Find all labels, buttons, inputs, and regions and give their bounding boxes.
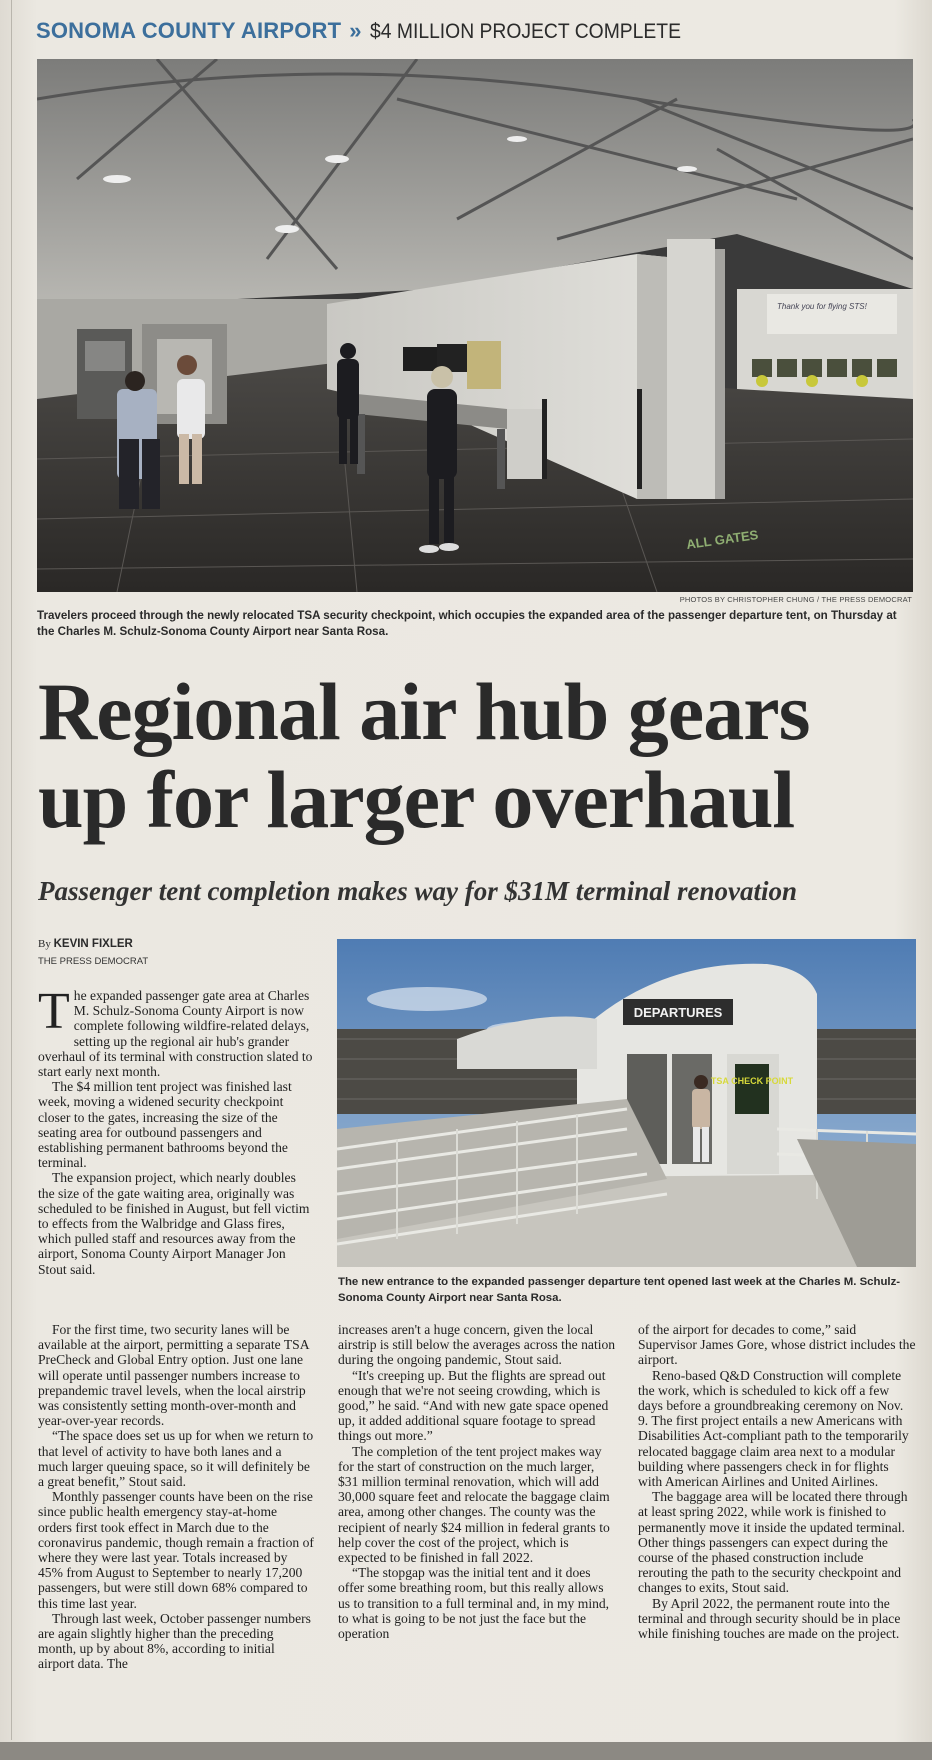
- article-paragraph: of the airport for decades to come,” said Supervisor James Gore, whose district includes the airport.: [638, 1322, 916, 1368]
- section-name: SONOMA COUNTY AIRPORT: [36, 18, 342, 43]
- byline-prefix: By: [38, 938, 51, 950]
- subheadline: Passenger tent completion makes way for $31M terminal renovation: [38, 876, 798, 906]
- byline-author: KEVIN FIXLER: [53, 938, 133, 950]
- byline-organization: THE PRESS DEMOCRAT: [38, 956, 149, 967]
- section-topic: $4 MILLION PROJECT COMPLETE: [369, 20, 681, 43]
- photo-credit: PHOTOS BY CHRISTOPHER CHUNG / THE PRESS DEMOCRAT: [679, 595, 912, 604]
- drop-cap: T: [38, 983, 70, 1040]
- article-paragraph: The expansion project, which nearly doubles the size of the gate waiting area, originally was scheduled to be finished in August, but fell victim to effects from the Walbridge and Glass fires, which pulled staff and resources away from the airport, Sonoma County Airport Manager Jon Stout said.: [38, 1170, 310, 1277]
- article-paragraph: Reno-based Q&D Construction will complete the work, which is scheduled to kick off a few days before a groundbreaking ceremony on Nov. 9. The first project entails a new Americans with Disabilities Act-compliant path to the temporarily relocated baggage claim area next to a modular building where passengers check in for flights with American Airlines and United Airlines.: [638, 1367, 909, 1490]
- article-paragraph: The completion of the tent project makes way for the start of construction on the much larger, $31 million terminal renovation, which will add 30,000 square feet and relocate the baggage claim area, among other changes. The county was the recipient of nearly $24 million in federal grants to help cover the cost of the project, which is expected to be finished in fall 2022.: [338, 1443, 610, 1566]
- page-fold-rule: [11, 0, 12, 1740]
- article-paragraph: By April 2022, the permanent route into the terminal and through security should be in place while finishing touches are made on the project.: [638, 1595, 901, 1642]
- article-paragraph: The baggage area will be located there through at least spring 2022, while work is finished to permanently move it inside the updated terminal. Other things passengers can expect during the course of the phased construction include rerouting the path to the security checkpoint and changes to exits, Stout said.: [638, 1489, 908, 1596]
- headline: Regional air hub gears up for larger overhaul: [38, 666, 810, 845]
- page-bottom-edge: [0, 1742, 932, 1760]
- byline: [38, 938, 133, 950]
- floor-sign-text: ALL GATES: [685, 527, 760, 552]
- article-paragraph: For the first time, two security lanes will be available at the airport, permitting a separate TSA PreCheck and Global Entry option. Just one lane will operate until passenger numbers increase to prepandemic travel levels, when the local airstrip was consistently setting month-over-month and year-over-year records.: [38, 1322, 309, 1429]
- main-photo-caption: Travelers proceed through the newly relocated TSA security checkpoint, which occupies the expanded area of the passenger departure tent, on Thursday at the Charles M. Schulz-Sonoma County Airport near Santa Rosa.: [37, 609, 897, 638]
- departures-sign-text: DEPARTURES: [633, 1005, 723, 1020]
- article-paragraph: “The stopgap was the initial tent and it does offer some breathing room, but this really allows us to transition to a full terminal and, in my mind, to what is going to be not just the face but the operation: [338, 1565, 610, 1642]
- article-column-2: [338, 1322, 616, 1641]
- section-separator: »: [349, 18, 362, 43]
- article-column-1: [38, 983, 314, 1277]
- article-paragraph: increases aren't a huge concern, given the local airstrip is still below the averages across the nation during the ongoing pandemic, Stout said.: [338, 1322, 616, 1368]
- article-paragraph: Through last week, October passenger numbers are again slightly higher than the preceding month, up by about 8%, according to initial airport data. The: [38, 1610, 311, 1672]
- article-paragraph: Monthly passenger counts have been on the rise since public health emergency stay-at-home orders first took effect in March due to the coronavirus pandemic, though remain a fraction of where they were last year. Totals increased by 45% from August to September to nearly 17,200 passengers, but were still down 68% compared to this time last year.: [38, 1489, 314, 1611]
- tsa-checkpoint-photo: [37, 59, 913, 592]
- welcome-sign-text: Thank you for flying STS!: [777, 302, 867, 311]
- tsa-sign-text: TSA CHECK POINT: [710, 1076, 794, 1086]
- article-paragraph: “It's creeping up. But the flights are spread out enough that we're not seeing crowding, which is good,” he said. “And with new gate space opened up, it added additional square footage to spread things out more.”: [338, 1367, 609, 1444]
- main-photo: [37, 59, 913, 592]
- article-paragraph: “The space does set us up for when we return to that level of activity to have both lanes and a much larger queuing space, so it will definitely be a great benefit,” Stout said.: [38, 1428, 314, 1490]
- article-paragraph: The expanded passenger gate area at Charles M. Schulz-Sonoma County Airport is now complete following wildfire-related delays, setting up the regional air hub's grander overhaul of its terminal with construction slated to start early next month.: [38, 983, 313, 1080]
- second-photo-caption: The new entrance to the expanded passenger departure tent opened last week at the Charles M. Schulz-Sonoma County Airport near Santa Rosa.: [338, 1276, 901, 1304]
- article-paragraph: The $4 million tent project was finished last week, moving a widened security checkpoint closer to the gates, increasing the size of the seating area for outbound passengers and establishing permanent bathrooms beyond the terminal.: [38, 1079, 292, 1171]
- section-header: [36, 18, 708, 48]
- article-column-3: [638, 1322, 916, 1641]
- departures-entrance-photo: [337, 939, 916, 1267]
- article-column-1-lower: [38, 1322, 314, 1672]
